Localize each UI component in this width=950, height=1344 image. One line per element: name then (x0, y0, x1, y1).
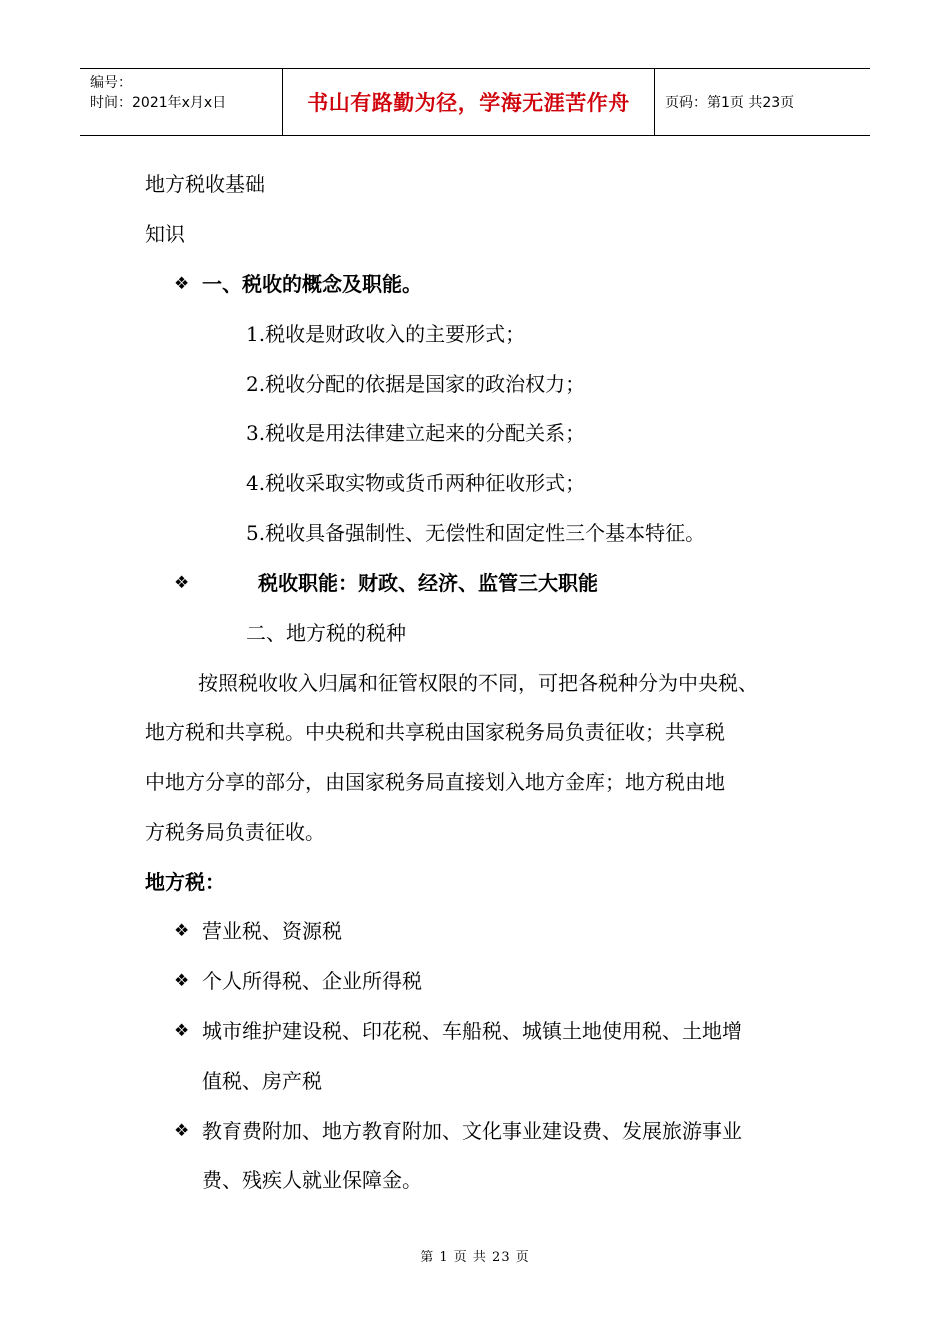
section2-heading: 二、地方税的税种 (246, 621, 406, 645)
header-motto: 书山有路勤为径，学海无涯苦作舟 (307, 91, 630, 115)
functions-heading: 税收职能：财政、经济、监管三大职能 (258, 571, 598, 595)
header-meta (80, 69, 283, 135)
local-tax-item-4-line2: 费、残疾人就业保障金。 (202, 1168, 422, 1192)
point-2: 2.税收分配的依据是国家的政治权力； (246, 372, 586, 396)
point-4: 4.税收采取实物或货币两种征收形式； (246, 471, 586, 495)
paragraph-line-1: 按照税收收入归属和征管权限的不同，可把各税种分为中央税、 (198, 671, 758, 695)
doc-title-line2: 知识 (145, 222, 185, 246)
local-tax-item-1: 营业税、资源税 (202, 919, 342, 943)
section1-heading: 一、税收的概念及职能。 (202, 272, 422, 296)
header-motto-cell (283, 69, 655, 135)
paragraph-line-2: 地方税和共享税。中央税和共享税由国家税务局负责征收；共享税 (145, 720, 725, 744)
local-tax-item-3-line2: 值税、房产税 (202, 1069, 322, 1093)
point-3: 3.税收是用法律建立起来的分配关系； (246, 421, 586, 445)
paragraph-line-4: 方税务局负责征收。 (145, 820, 325, 844)
header-number-label: 编号： (90, 75, 132, 91)
point-1: 1.税收是财政收入的主要形式； (246, 322, 526, 346)
page-header (80, 68, 870, 136)
local-tax-item-3-line1: 城市维护建设税、印花税、车船税、城镇土地使用税、土地增 (202, 1019, 742, 1043)
local-tax-item-2: 个人所得税、企业所得税 (202, 969, 422, 993)
doc-title-line1: 地方税收基础 (145, 172, 265, 196)
header-time-label: 时间：2021年x月x日 (90, 95, 227, 111)
paragraph-line-3: 中地方分享的部分，由国家税务局直接划入地方金库；地方税由地 (145, 770, 725, 794)
bullet-icon: ❖ (174, 1121, 190, 1141)
bullet-icon: ❖ (174, 971, 190, 991)
point-5: 5.税收具备强制性、无偿性和固定性三个基本特征。 (246, 521, 706, 545)
local-tax-item-4-line1: 教育费附加、地方教育附加、文化事业建设费、发展旅游事业 (202, 1119, 742, 1143)
page-footer: 第 1 页 共 23 页 (420, 1250, 530, 1265)
header-page-info: 页码：第1页 共23页 (665, 95, 795, 111)
bullet-icon: ❖ (174, 1021, 190, 1041)
bullet-icon: ❖ (174, 274, 190, 294)
bullet-icon: ❖ (174, 921, 190, 941)
local-tax-label: 地方税： (145, 870, 225, 894)
bullet-icon: ❖ (174, 573, 190, 593)
